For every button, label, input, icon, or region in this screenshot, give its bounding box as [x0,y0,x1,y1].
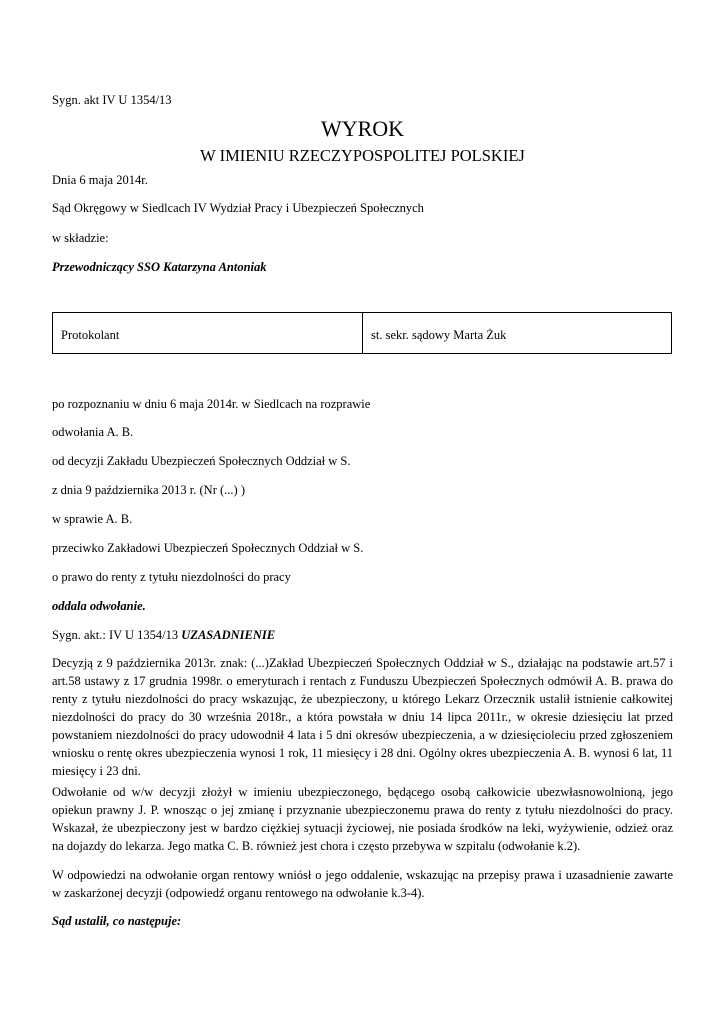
justification-title: UZASADNIENIE [181,628,276,642]
justification-signature: Sygn. akt.: IV U 1354/13 [52,628,182,642]
against-line: przeciwko Zakładowi Ubezpieczeń Społecznych Oddział w S. [52,541,364,555]
appeal-line: odwołania A. B. [52,425,134,439]
composition-label: w składzie: [52,231,109,245]
hearing-line: po rozpoznaniu w dniu 6 maja 2014r. w Siedlcach na rozprawie [52,397,371,411]
paragraph-appeal: Odwołanie od w/w decyzji złożył w imieniu ubezpieczonego, będącego osobą całkowicie ubezwłasnowolnioną, jego opiekun prawny J. P. wnosząc o jej zmianę i przyznanie ubezpieczonemu prawa do renty z tytułu niezdolności do pracy. Wskazał, że ubezpieczony jest w bardzo ciężkiej sytuacji życiowej, nie posiada środków na leki, wyżywienie, odzież oraz na dojazdy do lekarza. Jego matka C. B. również jest chora i często przebywa w szpitalu (odwołanie k.2). [52,785,673,853]
paragraph-decision: Decyzją z 9 października 2013r. znak: (...)Zakład Ubezpieczeń Społecznych Oddział w S., działając na podstawie art.57 i art.58 ustawy z 17 grudnia 1998r. o emeryturach i rentach z Funduszu Ubezpieczeń Społecznych odmówił A. B. prawa do renty z tytułu niezdolności do pracy wskazując, że ubezpieczony, u którego Lekarz Orzecznik ustalił istnienie całkowitej niezdolności do pracy do 30 września 2018r., a która powstała w dniu 14 lipca 2011r., w okresie dziesięciu lat przed powstaniem niezdolności do pracy udowodnił 4 lata i 5 dni okresów ubezpieczenia, a w dziesięcioleciu przed zgłoszeniem wniosku o rentę okres ubezpieczenia wynosi 1 rok, 11 miesięcy i 28 dni. Ogólny okres ubezpieczenia A. B. wynosi 6 lat, 11 miesięcy i 23 dni. [52,656,673,778]
presiding-judge: Przewodniczący SSO Katarzyna Antoniak [52,260,267,274]
paragraph-response: W odpowiedzi na odwołanie organ rentowy wniósł o jego oddalenie, wskazując na przepisy prawa i uzasadnienie zawarte w zaskarżonej decyzji (odpowiedź organu rentowego na odwołanie k.3-4). [52,868,673,900]
findings-heading: Sąd ustalił, co następuje: [52,914,182,928]
subject-line: o prawo do renty z tytułu niezdolności do pracy [52,570,291,584]
verdict-text: oddala odwołanie. [52,599,146,613]
decision-line: od decyzji Zakładu Ubezpieczeń Społecznych Oddział w S. [52,454,351,468]
court-name: Sąd Okręgowy w Siedlcach IV Wydział Pracy i Ubezpieczeń Społecznych [52,201,424,215]
justification-heading [52,627,275,643]
verdict-date: Dnia 6 maja 2014r. [52,173,148,187]
clerk-label: Protokolant [53,313,363,353]
clerk-name: st. sekr. sądowy Marta Żuk [371,328,507,342]
case-signature: Sygn. akt IV U 1354/13 [52,93,172,107]
document-title: WYROK [320,116,405,141]
decision-date-line: z dnia 9 października 2013 r. (Nr (...) ) [52,483,245,497]
document-subtitle: W IMIENIU RZECZYPOSPOLITEJ POLSKIEJ [200,146,525,165]
matter-line: w sprawie A. B. [52,512,133,526]
clerk-table [52,312,672,354]
